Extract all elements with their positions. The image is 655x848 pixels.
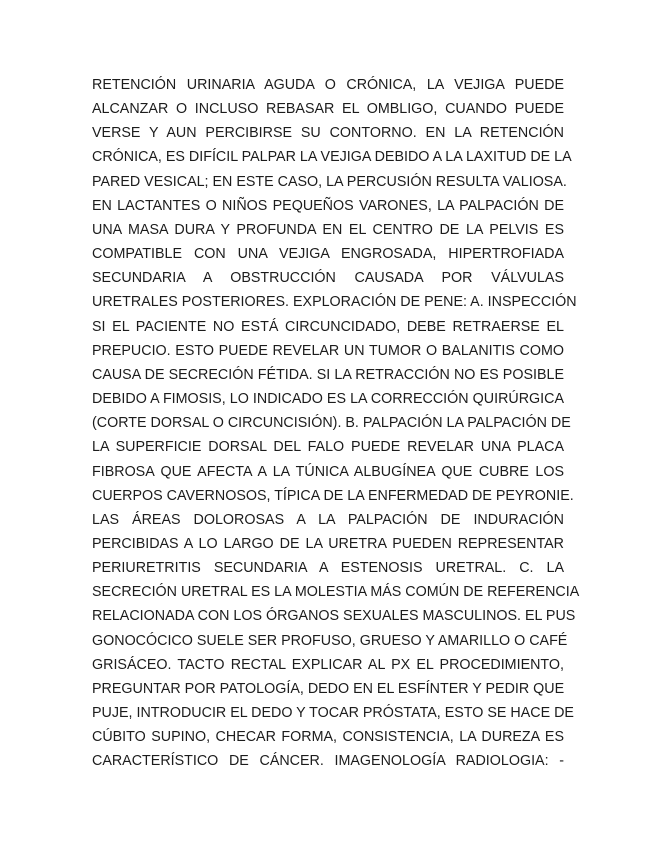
text-line: CUERPOS CAVERNOSOS, TÍPICA DE LA ENFERMEDAD DE PEYRONIE. [92, 487, 574, 504]
text-line: PREGUNTAR POR PATOLOGÍA, DEDO EN EL ESFÍNTER Y PEDIR QUE [92, 680, 565, 697]
text-line: EN LACTANTES O NIÑOS PEQUEÑOS VARONES, LA PALPACIÓN DE [92, 197, 564, 214]
text-line: CARACTERÍSTICO DE CÁNCER. IMAGENOLOGÍA RADIOLOGIA: - [92, 753, 564, 770]
text-line: (CORTE DORSAL O CIRCUNCISIÓN). B. PALPACIÓN LA PALPACIÓN DE [92, 415, 571, 432]
text-line: PREPUCIO. ESTO PUEDE REVELAR UN TUMOR O BALANITIS COMO [92, 342, 564, 359]
text-line: COMPATIBLE CON UNA VEJIGA ENGROSADA, HIPERTROFIADA [92, 246, 564, 263]
text-line: SI EL PACIENTE NO ESTÁ CIRCUNCIDADO, DEBE RETRAERSE EL [92, 318, 564, 335]
text-line: CAUSA DE SECRECIÓN FÉTIDA. SI LA RETRACCIÓN NO ES POSIBLE [92, 366, 564, 383]
text-line: CÚBITO SUPINO, CHECAR FORMA, CONSISTENCIA, LA DUREZA ES [92, 729, 564, 746]
text-line: GONOCÓCICO SUELE SER PROFUSO, GRUESO Y AMARILLO O CAFÉ [92, 632, 568, 649]
text-line: ALCANZAR O INCLUSO REBASAR EL OMBLIGO, CUANDO PUEDE [92, 101, 564, 118]
text-line: CRÓNICA, ES DIFÍCIL PALPAR LA VEJIGA DEBIDO A LA LAXITUD DE LA [92, 149, 572, 166]
text-line: LA SUPERFICIE DORSAL DEL FALO PUEDE REVELAR UNA PLACA [92, 439, 564, 456]
text-line: UNA MASA DURA Y PROFUNDA EN EL CENTRO DE LA PELVIS ES [92, 221, 564, 238]
text-line: SECRECIÓN URETRAL ES LA MOLESTIA MÁS COMÚN DE REFERENCIA [92, 584, 580, 601]
text-line: URETRALES POSTERIORES. EXPLORACIÓN DE PENE: A. INSPECCIÓN [92, 294, 577, 311]
text-line: VERSE Y AUN PERCIBIRSE SU CONTORNO. EN LA RETENCIÓN [92, 125, 564, 142]
text-line: SECUNDARIA A OBSTRUCCIÓN CAUSADA POR VÁLVULAS [92, 270, 564, 287]
text-line: DEBIDO A FIMOSIS, LO INDICADO ES LA CORRECCIÓN QUIRÚRGICA [92, 391, 564, 408]
text-line: PERCIBIDAS A LO LARGO DE LA URETRA PUEDEN REPRESENTAR [92, 535, 564, 552]
text-line: PUJE, INTRODUCIR EL DEDO Y TOCAR PRÓSTATA, ESTO SE HACE DE [92, 705, 574, 722]
body-paragraph [92, 73, 580, 774]
text-line: GRISÁCEO. TACTO RECTAL EXPLICAR AL PX EL PROCEDIMIENTO, [92, 656, 564, 673]
text-line: RETENCIÓN URINARIA AGUDA O CRÓNICA, LA VEJIGA PUEDE [92, 77, 564, 93]
text-line: FIBROSA QUE AFECTA A LA TÚNICA ALBUGÍNEA QUE CUBRE LOS [92, 463, 564, 480]
text-line: RELACIONADA CON LOS ÓRGANOS SEXUALES MASCULINOS. EL PUS [92, 608, 576, 625]
text-line: PARED VESICAL; EN ESTE CASO, LA PERCUSIÓN RESULTA VALIOSA. [92, 173, 567, 190]
text-line: PERIURETRITIS SECUNDARIA A ESTENOSIS URETRAL. C. LA [92, 560, 564, 577]
text-line: LAS ÁREAS DOLOROSAS A LA PALPACIÓN DE INDURACIÓN [92, 511, 564, 528]
